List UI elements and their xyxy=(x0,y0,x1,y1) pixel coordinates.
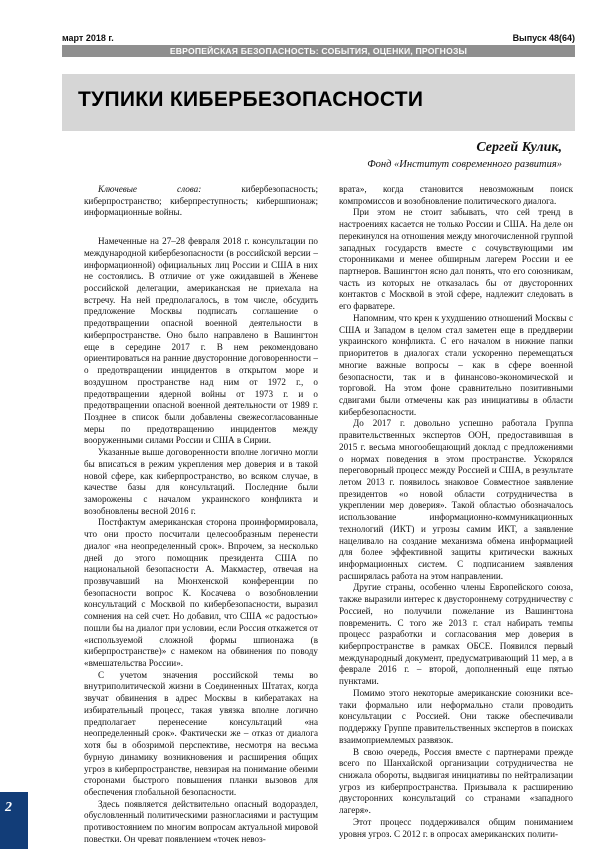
right-column xyxy=(339,184,573,840)
paragraph: В свою очередь, Россия вместе с партнерами прежде всего по Шанхайской организации сотрудничества не снижала обороты, выдвигая инициативы по нейтрализации угроз из киберпространства. Призывала к расширению двусторонних консультаций со странами «западного лагеря». xyxy=(339,746,573,816)
paragraph: Указанные выше договоренности вполне логично могли бы вписаться в режим укрепления мер доверия и в такой новой сфере, как киберпространство, во всяком случае, в качестве базы для консультаций. Последние были заморожены с началом украинского конфликта и возобновлены весной 2016 г. xyxy=(84,447,318,516)
keywords-label: Ключевые слова: xyxy=(98,184,202,194)
paragraph: Здесь появляется действительно опасный водораздел, обусловленный политическими разногласиями и растущим противостоянием по многим вопросам актуальной мировой повестки. Он чреват появлением «точек невоз- xyxy=(84,798,318,844)
header-date: март 2018 г. xyxy=(62,33,114,43)
article-title: ТУПИКИ КИБЕРБЕЗОПАСНОСТИ xyxy=(78,88,424,111)
page-number-tab xyxy=(0,792,28,849)
left-column xyxy=(84,184,318,846)
page-margin xyxy=(0,0,28,849)
paragraph: При этом не стоит забывать, что сей тренд в настроениях касается не только России и США. На деле он перекинулся на отношения между многочисленной группой западных государств вместе с сочувствующими им сторонниками и менее обширным лагерем России и ее партнеров. Вашингтон ясно дал понять, что его союзникам, часть из которых не отказалась бы от двусторонних контактов с Москвой в этой сфере, надлежит следовать в его фарватере. xyxy=(339,207,573,312)
paragraph: Этот процесс поддерживался общим пониманием уровня угроз. С 2012 г. в опросах американских полити- xyxy=(339,816,573,839)
paragraph: Другие страны, особенно члены Европейского союза, также выразили интерес к двустороннему сотрудничеству с Россией, но получили пожелание из Вашингтона повременить. С того же 2013 г. стал набирать темпы процесс разработки и согласования мер доверия в киберпространстве в рамках ОБСЕ. Появился первый международный документ, предусматривающий 11 мер, а в феврале 2016 г. – второй, дополненный еще пятью пунктами. xyxy=(339,582,573,687)
title-box xyxy=(62,74,575,131)
author-name: Сергей Кулик, xyxy=(476,140,562,155)
keywords-text: кибербезопасность; киберпространство; киберпреступность; кибершпионаж; информационные войны. xyxy=(84,184,319,218)
paragraph: Постфактум американская сторона проинформировала, что они просто посчитали целесообразным перенести диалог «на неопределенный срок». Впрочем, за несколько дней до этого помощник президента США по национальной безопасности А. Макмастер, отвечая на прозвучавший на Мюнхенской конференции по безопасности вопрос К. Косачева о возобновлении консультаций с Москвой по кибербезопасности, выразил сомнения на сей счет. Но добавил, что США «с радостью» пошли бы на диалог при условии, если Россия откажется от «используемой сложной формы шпионажа (в киберпространстве)» с намеком на обвинения по поводу «вмешательства России». xyxy=(84,517,318,669)
paragraph: С учетом значения российской темы во внутриполитической жизни в Соединенных Штатах, когда звучат обвинения в адрес Москвы в кибератаках на избирательный процесс, такая увязка вполне логично предполагает перенесение консультаций «на неопределенный срок». Фактически же – отказ от диалога хотя бы в обозримой перспективе, несмотря на весьма бурную динамику возникновения и расширения общих угроз в киберпространстве, невзирая на понимание обеими сторонами быстрого повышения планки вызовов для обеспечения глобальной безопасности. xyxy=(84,669,318,797)
header-issue: Выпуск 48(64) xyxy=(512,33,575,43)
paragraph: врата», когда становится невозможным поиск компромиссов и возобновление политического диалога. xyxy=(339,184,573,206)
paragraph: Помимо этого некоторые американские союзники все-таки формально или неформально стали проводить консультации с Россией. Они также обеспечивали поддержку Группе правительственных экспертов в поисках взаимоприемлемых развязок. xyxy=(339,687,573,745)
paragraph: Намеченные на 27–28 февраля 2018 г. консультации по международной кибербезопасности (в российской версии – информационной) официальных лиц России и США в них не состоялись. В отличие от уже ожидавшей в Женеве российской делегации, американская не приехала на встречу. На ней предполагалось, в том числе, обсудить предложение Москвы подписать соглашение о предотвращении опасной военной деятельности в киберпространстве. Оно было направлено в Вашингтон еще в середине 2017 г. В нем рекомендовано ориентироваться на ранние двусторонние договоренности – о предотвращении инцидентов в открытом море и воздушном пространстве над ним от 1972 г., о предотвращении ядерной войны от 1973 г. и о предотвращении опасной военной деятельности от 1989 г. Позднее в список были добавлены свежесогласованные меры по предотвращению инцидентов между вооруженными силами России и США в Сирии. xyxy=(84,236,318,446)
author-organization: Фонд «Институт современного развития» xyxy=(367,159,562,170)
keywords xyxy=(84,184,318,219)
paragraph: До 2017 г. довольно успешно работала Группа правительственных экспертов ООН, предоставившая в 2015 г. весьма многообещающий доклад с предложениями о нормах поведения в этом пространстве. Ускорялся переговорный процесс между Россией и США, в результате летом 2013 г. появилось знаковое Совместное заявление президентов «о новой области сотрудничества в укреплении мер доверия». Такой областью обозначалось использование информационно-коммуникационных технологий (ИКТ) и угрозы самим ИКТ, а заявление нацеливало на создание механизма обмена информацией для более эффективной защиты критически важных информационных систем. С подписанием заявления расширялась работа на этом направлении. xyxy=(339,418,573,581)
page-number: 2 xyxy=(5,800,12,815)
paragraph: Напомним, что крен к ухудшению отношений Москвы с США и Западом в целом стал заметен еще в преддверии украинского конфликта. С его началом в нижние папки приоритетов в диалогах стали ускоренно перемещаться многие важные вопросы – как в сфере военной безопасности, так и в финансово-экономической и торговой. На этом фоне сравнительно позитивными сдвигами были отмечены как раз инициативы в области кибербезопасности. xyxy=(339,312,573,417)
section-band: ЕВРОПЕЙСКАЯ БЕЗОПАСНОСТЬ: СОБЫТИЯ, ОЦЕНКИ, ПРОГНОЗЫ xyxy=(62,45,575,57)
